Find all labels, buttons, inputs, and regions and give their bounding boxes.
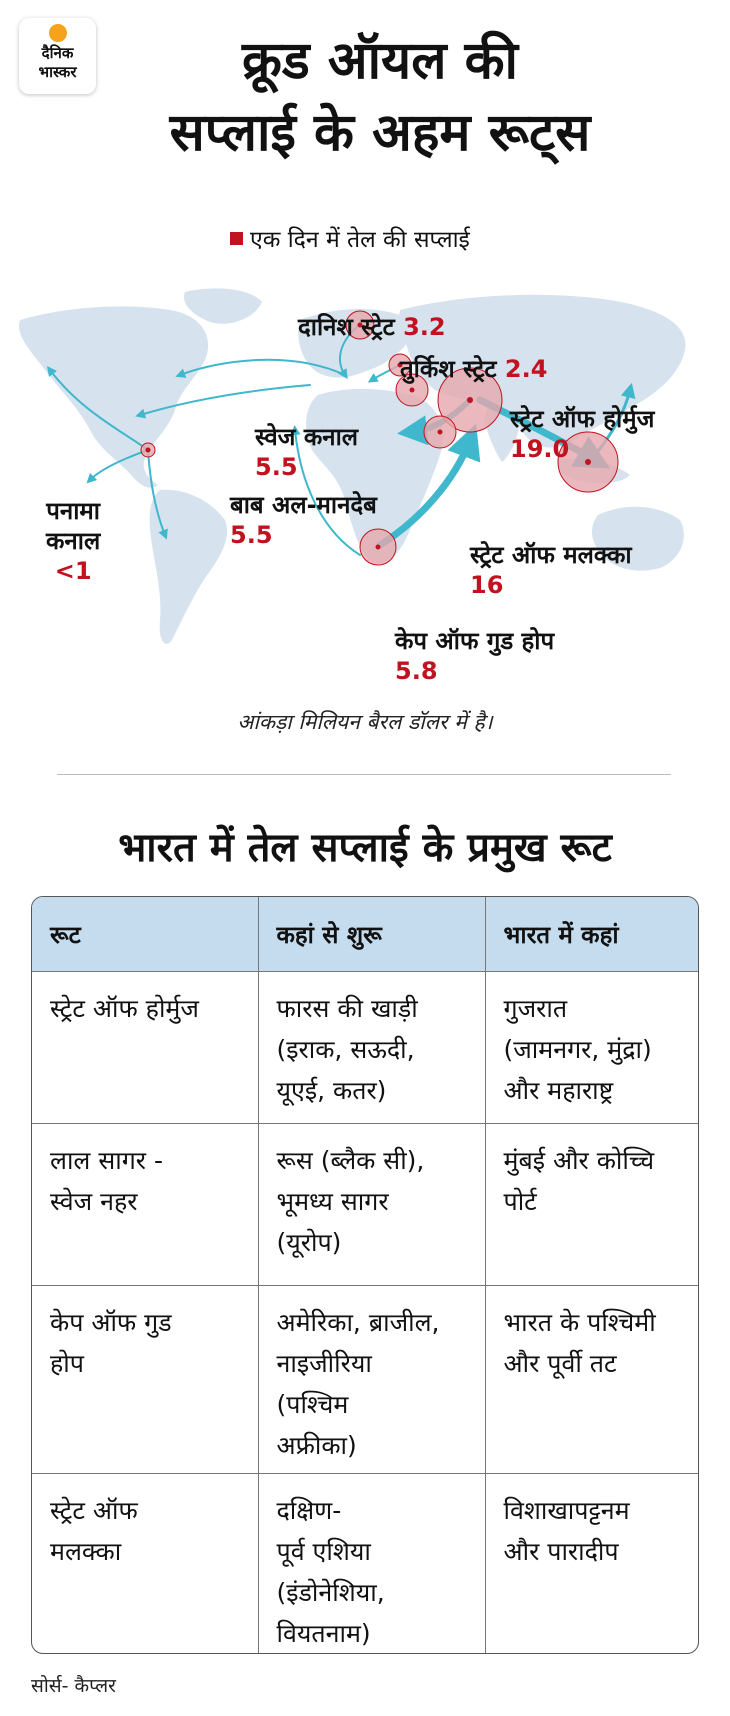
cell-to: विशाखापट्टनम और पारादीप (485, 1474, 698, 1655)
label-bab-el-mandeb: बाब अल-मानदेब 5.5 (230, 491, 377, 549)
header-route: रूट (32, 897, 258, 972)
table-header-row (32, 897, 698, 972)
cell-to: गुजरात (जामनगर, मुंद्रा) और महाराष्ट्र (485, 972, 698, 1124)
label-danish-strait: दानिश स्ट्रेट 3.2 (298, 313, 446, 341)
label-turkish-strait: तुर्किश स्ट्रेट 2.4 (400, 355, 548, 383)
page-title-line2: सप्लाई के अहम रूट्स (169, 103, 591, 163)
logo-line1: दैनिक (41, 44, 74, 62)
dainik-bhaskar-logo (19, 18, 96, 94)
header-from: कहां से शुरू (258, 897, 485, 972)
logo-sun-icon (49, 24, 67, 42)
greenland-landmass (184, 288, 262, 323)
cell-from: रूस (ब्लैक सी), भूमध्य सागर (यूरोप) (258, 1124, 485, 1286)
cell-route: स्ट्रेट ऑफ मलक्का (32, 1474, 258, 1655)
source-credit: सोर्स- कैप्लर (31, 1675, 116, 1697)
north-america-landmass (19, 306, 208, 487)
cell-from: दक्षिण- पूर्व एशिया (इंडोनेशिया, वियतनाम) (258, 1474, 485, 1655)
legend-swatch (230, 232, 243, 245)
legend-label: एक दिन में तेल की सप्लाई (250, 227, 470, 253)
map-footnote: आंकड़ा मिलियन बैरल डॉलर में है। (237, 710, 493, 734)
south-america-landmass (150, 490, 227, 644)
section-divider (57, 774, 671, 775)
cell-route: स्ट्रेट ऑफ होर्मुज (32, 972, 258, 1124)
label-cape-good-hope: केप ऑफ गुड होप 5.8 (395, 627, 555, 685)
label-suez-canal: स्वेज कनाल 5.5 (255, 423, 359, 481)
page-title-line1: क्रूड ऑयल की (242, 31, 518, 91)
cell-to: भारत के पश्चिमी और पूर्वी तट (485, 1286, 698, 1474)
table-row (32, 1124, 698, 1286)
table-row (32, 1474, 698, 1655)
label-malacca: स्ट्रेट ऑफ मलक्का 16 (470, 541, 632, 599)
cell-route: केप ऑफ गुड होप (32, 1286, 258, 1474)
label-hormuz: स्ट्रेट ऑफ होर्मुज 19.0 (510, 405, 655, 463)
map-legend (230, 222, 470, 254)
routes-table (31, 896, 699, 1654)
logo-line2: भास्कर (38, 63, 77, 81)
cell-from: अमेरिका, ब्राजील, नाइजीरिया (पश्चिम अफ्रीका) (258, 1286, 485, 1474)
label-panama-canal: पनामा कनाल <1 (46, 497, 101, 585)
cell-to: मुंबई और कोच्चि पोर्ट (485, 1124, 698, 1286)
table-row (32, 972, 698, 1124)
header-to: भारत में कहां (485, 897, 698, 972)
table-title: भारत में तेल सप्लाई के प्रमुख रूट (118, 825, 612, 871)
cell-route: लाल सागर - स्वेज नहर (32, 1124, 258, 1286)
cell-from: फारस की खाड़ी (इराक, सऊदी, यूएई, कतर) (258, 972, 485, 1124)
table-row (32, 1286, 698, 1474)
